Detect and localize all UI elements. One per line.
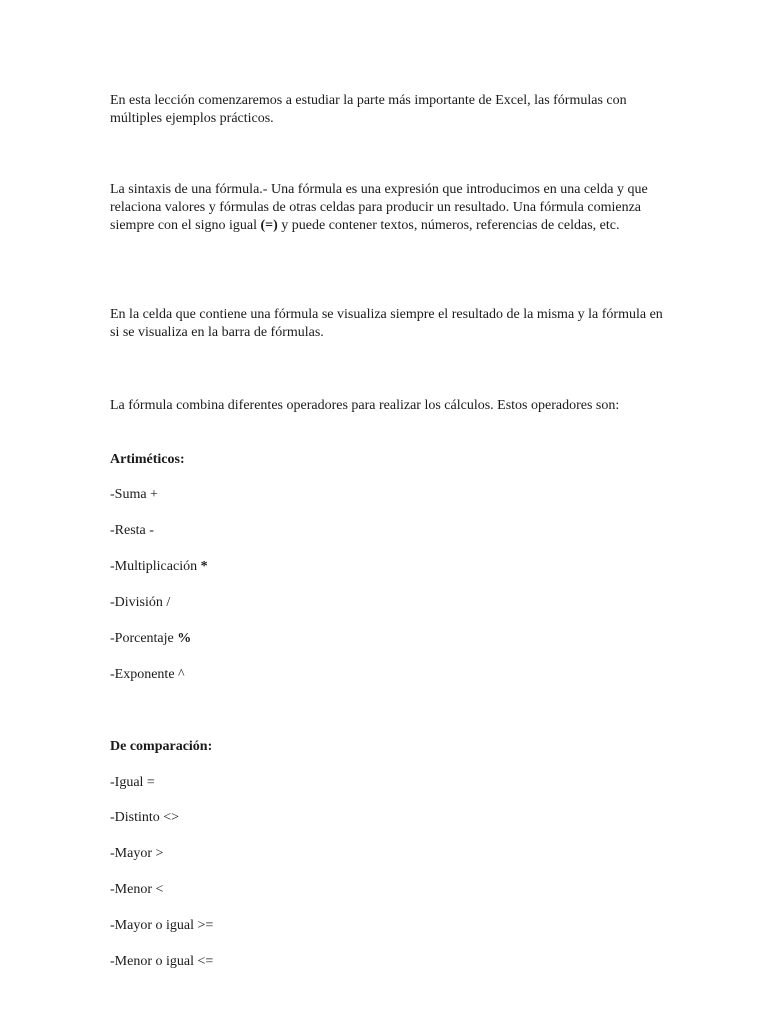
arithmetic-item-label: -Resta - bbox=[110, 523, 154, 538]
syntax-paragraph bbox=[110, 181, 670, 235]
comparison-item: -Menor < bbox=[110, 882, 164, 897]
comparison-item: -Mayor > bbox=[110, 846, 164, 861]
arithmetic-item bbox=[110, 522, 154, 540]
syntax-text-before: La sintaxis de una fórmula.- Una fórmula es una expresión que introducimos en una celda y que relaciona valores y fórmulas de otras celdas para producir un resultado. Una fórmula comienza siempre con el signo igual bbox=[110, 182, 648, 233]
arithmetic-item-label: -Multiplicación bbox=[110, 559, 201, 574]
comparison-item: -Mayor o igual >= bbox=[110, 918, 214, 933]
arithmetic-item bbox=[110, 630, 191, 648]
arithmetic-item bbox=[110, 666, 185, 684]
comparison-item: -Distinto <> bbox=[110, 810, 180, 825]
syntax-text-after: y puede contener textos, números, referencias de celdas, etc. bbox=[277, 218, 620, 233]
arithmetic-item bbox=[110, 594, 170, 612]
arithmetic-item bbox=[110, 558, 208, 576]
comparison-item: -Igual = bbox=[110, 775, 155, 790]
arithmetic-item-symbol: * bbox=[200, 559, 208, 574]
arithmetic-item-symbol: % bbox=[177, 631, 192, 646]
arithmetic-item-label: -Exponente ^ bbox=[110, 667, 185, 682]
equals-sign-highlight: (=) bbox=[260, 218, 278, 233]
arithmetic-item-label: -Suma + bbox=[110, 487, 158, 502]
arithmetic-heading: Artiméticos: bbox=[110, 452, 185, 467]
cell-display-paragraph: En la celda que contiene una fórmula se visualiza siempre el resultado de la misma y la fórmula en si se visualiza en la barra de fórmulas. bbox=[110, 307, 663, 340]
operators-intro-paragraph: La fórmula combina diferentes operadores para realizar los cálculos. Estos operadores son: bbox=[110, 398, 620, 413]
arithmetic-item-label: -División / bbox=[110, 595, 171, 610]
arithmetic-item bbox=[110, 486, 158, 504]
arithmetic-item-label: -Porcentaje bbox=[110, 631, 178, 646]
comparison-item: -Menor o igual <= bbox=[110, 954, 214, 969]
intro-paragraph: En esta lección comenzaremos a estudiar la parte más importante de Excel, las fórmulas con múltiples ejemplos prácticos. bbox=[110, 93, 627, 126]
comparison-heading: De comparación: bbox=[110, 739, 213, 754]
